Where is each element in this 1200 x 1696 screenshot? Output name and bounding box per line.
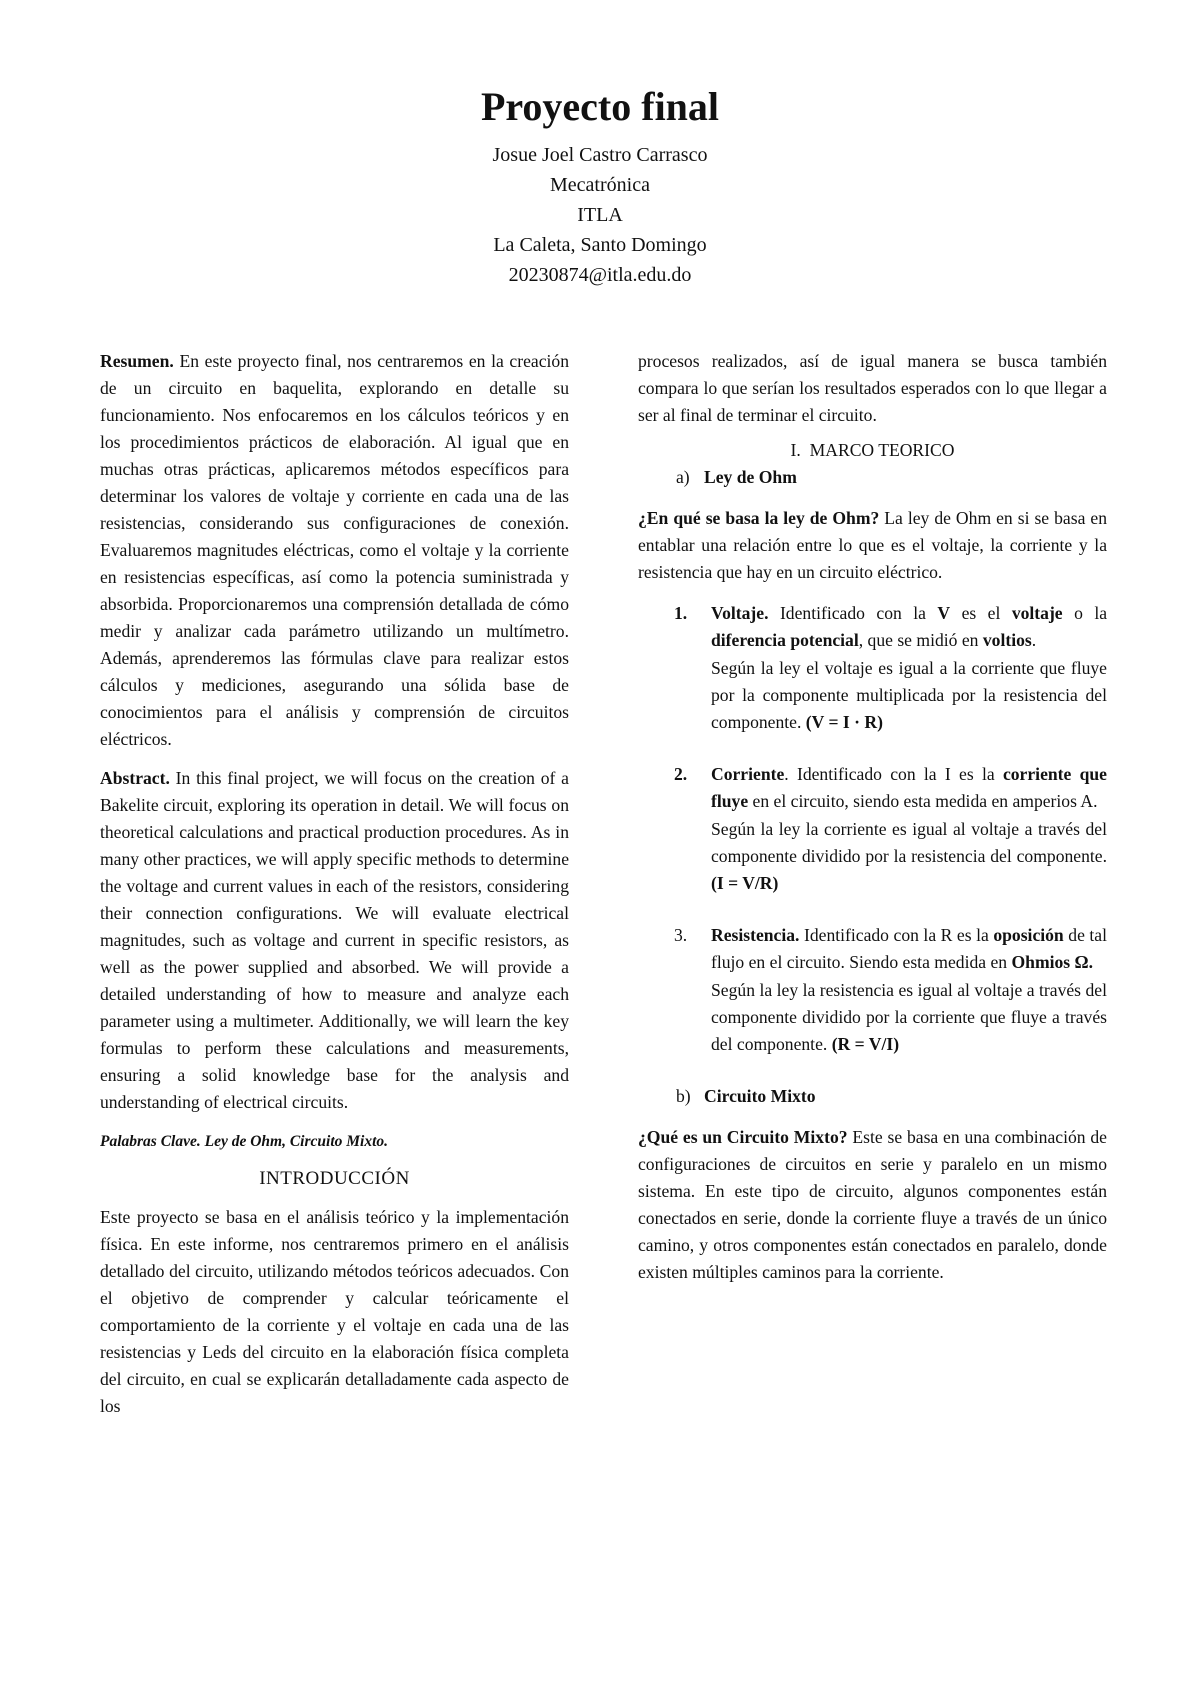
corriente-definition <box>711 761 1107 815</box>
corriente-formula: (I = V/R) <box>711 873 779 893</box>
list-item-corriente <box>638 761 1107 897</box>
text-span: Identificado con la <box>779 603 926 623</box>
bold-term: diferencia potencial <box>711 630 859 650</box>
abstract-paragraph <box>100 765 569 1116</box>
list-item-resistencia <box>638 922 1107 1058</box>
bold-term: oposición <box>993 925 1064 945</box>
ohm-text: La ley de Ohm en si se basa en entablar una relación entre lo que es el voltaje, la corriente y la resistencia que hay en un circuito eléctrico. <box>638 508 1107 582</box>
bold-term: voltaje <box>1011 603 1063 623</box>
keywords: Palabras Clave. Ley de Ohm, Circuito Mixto. <box>100 1133 389 1150</box>
subsection-a-heading <box>638 464 1107 491</box>
intro-continuation: procesos realizados, así de igual manera se busca también compara lo que serían los resultados esperados con lo que llegar a ser al final de terminar el circuito. <box>638 351 1107 425</box>
ohm-list <box>638 600 1107 1058</box>
text-span: , que se midió en <box>858 630 979 650</box>
corriente-term: Corriente <box>711 764 785 784</box>
list-item-voltaje <box>638 600 1107 736</box>
author-location: La Caleta, Santo Domingo <box>493 234 707 256</box>
law-text: Según la ley la resistencia es igual al voltaje a través del componente dividido por la corriente que fluye a través del componente. <box>711 980 1107 1054</box>
abstract-text: In this final project, we will focus on the creation of a Bakelite circuit, exploring its operation in detail. We will focus on theoretical calculations and practical production procedures. As in many other practices, we will apply specific methods to determine the voltage and current values in each of the resistors, considering their connection configurations. We will evaluate electrical magnitudes, such as voltage and current in specific resistors, as well as the power supplied and absorbed. We will provide a detailed understanding of how to measure and analyze each parameter using a multimeter. Additionally, we will learn the key formulas to perform these calculations and measurements, ensuring a solid knowledge base for the analysis and understanding of electrical circuits. <box>100 768 569 1112</box>
ohm-paragraph <box>638 505 1107 586</box>
list-number: 2. <box>674 764 688 784</box>
list-number: 3. <box>674 925 688 945</box>
bold-term: Ohmios Ω. <box>1011 952 1094 972</box>
text-span: . Identificado con la I es la <box>784 764 995 784</box>
text-span: . <box>1031 630 1037 650</box>
resumen-paragraph <box>100 348 569 753</box>
subsection-b-heading <box>638 1083 1107 1110</box>
resistencia-term: Resistencia. <box>711 925 800 945</box>
text-span: en el circuito, siendo esta medida en amperios A. <box>752 791 1098 811</box>
voltaje-formula: (V = I · R) <box>805 712 883 732</box>
corriente-law <box>711 816 1107 897</box>
voltaje-term: Voltaje. <box>711 603 769 623</box>
voltaje-definition <box>711 600 1107 654</box>
voltaje-law <box>711 655 1107 736</box>
subsection-a-title: Ley de Ohm <box>704 467 797 487</box>
law-text: Según la ley la corriente es igual al voltaje a través del componente dividido por la resistencia del componente. <box>711 819 1107 866</box>
left-column <box>100 348 569 1420</box>
mixto-text: Este se basa en una combinación de configuraciones de circuitos en serie y paralelo en un mismo sistema. En este tipo de circuito, algunos componentes están conectados en serie, donde la corriente fluye a través de un único camino, y otros componentes están conectados en paralelo, donde existen múltiples caminos para la corriente. <box>638 1127 1107 1282</box>
paper-title: Proyecto final <box>480 84 720 129</box>
resumen-text: En este proyecto final, nos centraremos en la creación de un circuito en baquelita, explorando en detalle su funcionamiento. Nos enfocaremos en los cálculos teóricos y en los procedimientos prácticos de elaboración. Al igual que en muchas otras prácticas, aplicaremos métodos específicos para determinar los valores de voltaje y corriente en cada una de las resistencias, considerando sus configuraciones de conexión. Evaluaremos magnitudes eléctricas, como el voltaje y la corriente en resistencias específicas, así como la potencia suministrada y absorbida. Proporcionaremos una comprensión detallada de cómo medir y analizar cada parámetro utilizando un multímetro. Además, aprenderemos las fórmulas clave para realizar estos cálculos y mediciones, asegurando una sólida base de conocimientos para el análisis y comprensión de circuitos eléctricos. <box>100 351 569 749</box>
paper-header <box>0 84 1200 290</box>
intro-title: INTRODUCCIÓN <box>259 1168 410 1189</box>
law-text: Según la ley el voltaje es igual a la corriente que fluye por la componente multiplicada por la resistencia del componente. <box>711 658 1107 732</box>
voltage-symbol: V <box>937 603 951 623</box>
text-span: Identificado con la R es la <box>803 925 989 945</box>
bold-term: corriente que fluye <box>711 764 1107 811</box>
list-number: 1. <box>674 603 688 623</box>
bold-term: voltios <box>982 630 1032 650</box>
section-heading <box>638 437 1107 464</box>
section-title: MARCO TEORICO <box>809 440 955 460</box>
author-department: Mecatrónica <box>550 174 650 196</box>
mixto-paragraph <box>638 1124 1107 1286</box>
right-column <box>638 348 1107 1286</box>
section-number: I. <box>790 440 801 460</box>
mixto-question: ¿Qué es un Circuito Mixto? <box>638 1127 848 1147</box>
resistencia-definition <box>711 922 1107 976</box>
author-name: Josue Joel Castro Carrasco <box>492 144 708 166</box>
author-email: 20230874@itla.edu.do <box>508 264 692 286</box>
abstract-label: Abstract. <box>100 768 170 788</box>
resistencia-formula: (R = V/I) <box>831 1034 900 1054</box>
resistencia-law <box>711 977 1107 1058</box>
text-span: o la <box>1074 603 1108 623</box>
subsection-b-label: b) <box>676 1086 691 1106</box>
resumen-label: Resumen. <box>100 351 174 371</box>
subsection-a-label: a) <box>676 467 690 487</box>
intro-text: Este proyecto se basa en el análisis teórico y la implementación física. En este informe, nos centraremos primero en el análisis detallado del circuito, utilizando métodos teóricos adecuados. Con el objetivo de comprender y calcular teóricamente el comportamiento de la corriente y el voltaje en cada una de las resistencias y Leds del circuito en la elaboración física completa del circuito, en cual se explicarán detalladamente cada aspecto de los <box>100 1207 569 1416</box>
author-institution: ITLA <box>577 204 623 226</box>
subsection-b-title: Circuito Mixto <box>704 1086 816 1106</box>
text-span: de tal flujo en el circuito. Siendo esta medida en <box>711 925 1107 972</box>
text-span: es el <box>961 603 1001 623</box>
ohm-question: ¿En qué se basa la ley de Ohm? <box>638 508 880 528</box>
